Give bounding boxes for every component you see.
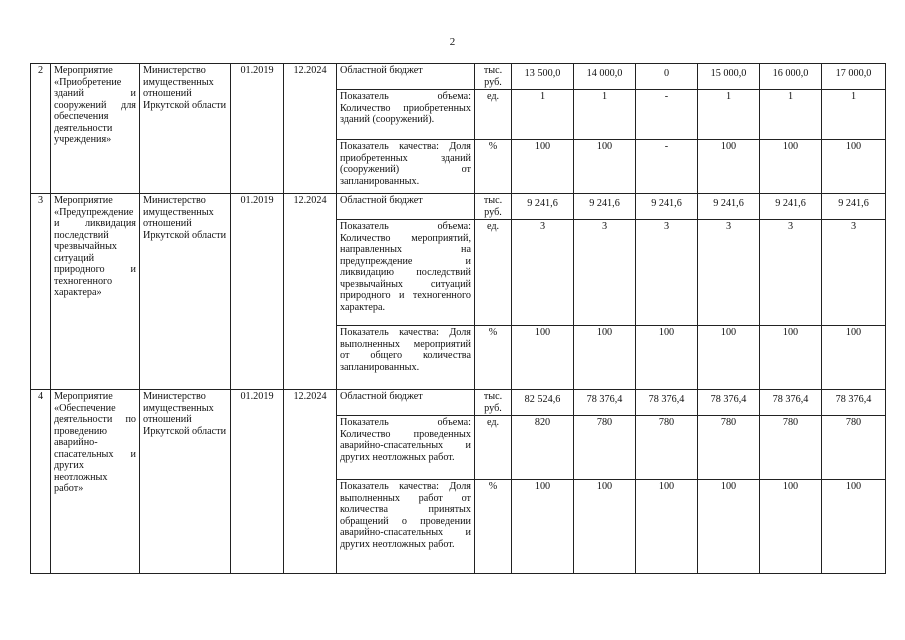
- value-cell: 1: [698, 90, 760, 140]
- value-cell: 100: [822, 326, 886, 390]
- executor: Министерство имущественных отношений Иркутской области: [140, 64, 231, 194]
- table-row: [31, 390, 886, 416]
- unit: ед.: [475, 90, 512, 140]
- value-cell: 0: [636, 64, 698, 90]
- unit: %: [475, 140, 512, 194]
- page-number: 2: [449, 36, 456, 48]
- value-cell: 780: [698, 416, 760, 480]
- value-cell: 1: [512, 90, 574, 140]
- value-cell: 100: [698, 140, 760, 194]
- value-cell: 100: [822, 140, 886, 194]
- value-cell: 9 241,6: [822, 194, 886, 220]
- value-cell: 100: [512, 140, 574, 194]
- value-cell: 3: [698, 220, 760, 326]
- unit: ед.: [475, 416, 512, 480]
- table-row: [31, 64, 886, 90]
- value-cell: 100: [512, 326, 574, 390]
- value-cell: 78 376,4: [636, 390, 698, 416]
- value-cell: 78 376,4: [822, 390, 886, 416]
- value-cell: 820: [512, 416, 574, 480]
- indicator-quality: Показатель качества: Доля выполненных работ от количества принятых обращений о проведении аварийно-спасательных и других неотложных работ.: [337, 480, 475, 574]
- value-cell: 100: [822, 480, 886, 574]
- value-cell: 13 500,0: [512, 64, 574, 90]
- indicator-quality: Показатель качества: Доля выполненных мероприятий от общего количества запланированных.: [337, 326, 475, 390]
- start-date: 01.2019: [231, 64, 284, 194]
- event-name: Мероприятие «Обеспечение деятельности по проведению аварийно-спасательных и других неотложных работ»: [51, 390, 140, 574]
- unit: тыс. руб.: [475, 64, 512, 90]
- value-cell: 780: [636, 416, 698, 480]
- value-cell: 9 241,6: [760, 194, 822, 220]
- value-cell: 16 000,0: [760, 64, 822, 90]
- table-row: [31, 194, 886, 220]
- value-cell: 3: [636, 220, 698, 326]
- value-cell: 100: [574, 480, 636, 574]
- value-cell: 100: [698, 480, 760, 574]
- value-cell: 3: [760, 220, 822, 326]
- row-number: 4: [31, 390, 51, 574]
- value-cell: 100: [512, 480, 574, 574]
- value-cell: 100: [698, 326, 760, 390]
- indicator-volume: Показатель объема: Количество мероприятий, направленных на предупреждение и ликвидацию последствий чрезвычайных ситуаций природного и техногенного характера.: [337, 220, 475, 326]
- value-cell: 1: [822, 90, 886, 140]
- event-name: Мероприятие «Предупреждение и ликвидация последствий чрезвычайных ситуаций природного и техногенного характера»: [51, 194, 140, 390]
- value-cell: -: [636, 90, 698, 140]
- value-cell: 9 241,6: [574, 194, 636, 220]
- row-number: 2: [31, 64, 51, 194]
- value-cell: 100: [636, 480, 698, 574]
- start-date: 01.2019: [231, 194, 284, 390]
- value-cell: -: [636, 140, 698, 194]
- end-date: 12.2024: [284, 194, 337, 390]
- executor: Министерство имущественных отношений Иркутской области: [140, 390, 231, 574]
- value-cell: 100: [574, 140, 636, 194]
- value-cell: 9 241,6: [636, 194, 698, 220]
- event-name: Мероприятие «Приобретение зданий и сооружений для обеспечения деятельности учреждения»: [51, 64, 140, 194]
- value-cell: 100: [574, 326, 636, 390]
- value-cell: 3: [822, 220, 886, 326]
- end-date: 12.2024: [284, 64, 337, 194]
- value-cell: 78 376,4: [698, 390, 760, 416]
- value-cell: 9 241,6: [512, 194, 574, 220]
- start-date: 01.2019: [231, 390, 284, 574]
- funding-source: Областной бюджет: [337, 64, 475, 90]
- value-cell: 780: [760, 416, 822, 480]
- unit: ед.: [475, 220, 512, 326]
- value-cell: 100: [760, 140, 822, 194]
- value-cell: 3: [574, 220, 636, 326]
- end-date: 12.2024: [284, 390, 337, 574]
- value-cell: 78 376,4: [760, 390, 822, 416]
- indicator-quality: Показатель качества: Доля приобретенных зданий (сооружений) от запланированных.: [337, 140, 475, 194]
- indicator-volume: Показатель объема: Количество проведенных аварийно-спасательных и других неотложных работ.: [337, 416, 475, 480]
- unit: тыс. руб.: [475, 390, 512, 416]
- value-cell: 1: [574, 90, 636, 140]
- value-cell: 100: [760, 326, 822, 390]
- value-cell: 100: [636, 326, 698, 390]
- value-cell: 780: [574, 416, 636, 480]
- value-cell: 100: [760, 480, 822, 574]
- value-cell: 9 241,6: [698, 194, 760, 220]
- executor: Министерство имущественных отношений Иркутской области: [140, 194, 231, 390]
- value-cell: 15 000,0: [698, 64, 760, 90]
- funding-source: Областной бюджет: [337, 390, 475, 416]
- value-cell: 78 376,4: [574, 390, 636, 416]
- value-cell: 3: [512, 220, 574, 326]
- indicator-volume: Показатель объема: Количество приобретенных зданий (сооружений).: [337, 90, 475, 140]
- value-cell: 14 000,0: [574, 64, 636, 90]
- unit: %: [475, 326, 512, 390]
- unit: тыс. руб.: [475, 194, 512, 220]
- program-events-table: [30, 63, 886, 574]
- value-cell: 1: [760, 90, 822, 140]
- value-cell: 82 524,6: [512, 390, 574, 416]
- unit: %: [475, 480, 512, 574]
- value-cell: 17 000,0: [822, 64, 886, 90]
- funding-source: Областной бюджет: [337, 194, 475, 220]
- row-number: 3: [31, 194, 51, 390]
- value-cell: 780: [822, 416, 886, 480]
